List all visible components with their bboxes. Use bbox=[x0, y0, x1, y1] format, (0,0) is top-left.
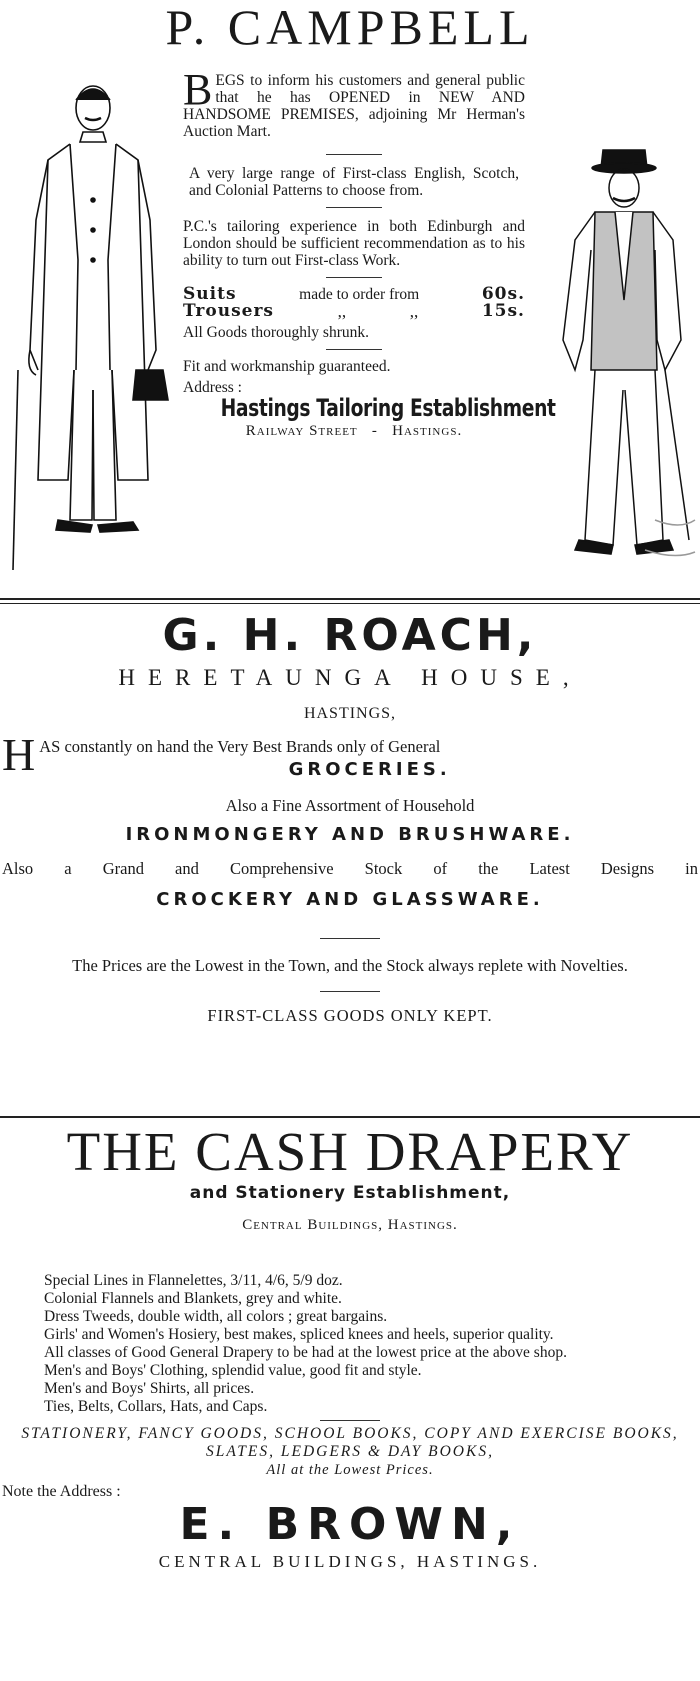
roach-house: HERETAUNGA HOUSE, bbox=[118, 665, 582, 690]
trousers-ditto: ,, bbox=[337, 302, 347, 321]
drapery-note: Note the Address : bbox=[2, 1483, 121, 1500]
drapery-subtitle: and Stationery Establishment, bbox=[189, 1183, 511, 1203]
campbell-intro-text: EGS to inform his customers and general public that he has OPENED in NEW AND HANDSOME PREMISES, adjoining Mr Herman's Auction Mart. bbox=[183, 72, 525, 140]
roach-para-3: Also a Grand and Comprehensive Stock of the Latest Designs in bbox=[2, 859, 698, 878]
roach-para-1-text: AS constantly on hand the Very Best Brands only of General bbox=[39, 737, 441, 756]
list-item: Ties, Belts, Collars, Hats, and Caps. bbox=[44, 1398, 268, 1415]
divider bbox=[320, 938, 380, 939]
list-item: Men's and Boys' Shirts, all prices. bbox=[44, 1380, 255, 1397]
divider bbox=[326, 207, 382, 208]
campbell-shrunk: All Goods thoroughly shrunk. bbox=[183, 324, 369, 341]
drapery-stationery: STATIONERY, FANCY GOODS, SCHOOL BOOKS, COPY AND EXERCISE BOOKS, SLATES, LEDGERS & DAY BOOKS, bbox=[21, 1425, 679, 1460]
drapery-title: THE CASH DRAPERY bbox=[66, 1121, 634, 1182]
list-item: Men's and Boys' Clothing, splendid value, good fit and style. bbox=[44, 1362, 422, 1379]
campbell-street: Railway Street bbox=[245, 423, 358, 439]
divider bbox=[320, 1420, 380, 1421]
drapery-lowest: All at the Lowest Prices. bbox=[266, 1462, 434, 1478]
checked-jacket-gentleman-illustration bbox=[555, 140, 700, 570]
list-item: All classes of Good General Drapery to be had at the lowest price at the above shop. bbox=[44, 1344, 567, 1361]
campbell-dropcap: B bbox=[183, 65, 213, 114]
list-item: Dress Tweeds, double width, all colors ; great bargains. bbox=[44, 1308, 388, 1325]
divider bbox=[326, 349, 382, 350]
roach-ironmongery: IRONMONGERY AND BRUSHWARE. bbox=[125, 824, 575, 845]
campbell-ad-body bbox=[183, 65, 556, 440]
roach-groceries: GROCERIES. bbox=[288, 759, 451, 780]
roach-prices: The Prices are the Lowest in the Town, and the Stock always replete with Novelties. bbox=[72, 956, 628, 975]
frock-coat-gentleman-illustration bbox=[8, 70, 178, 570]
list-item: Colonial Flannels and Blankets, grey and white. bbox=[44, 1290, 342, 1307]
roach-para-2: Also a Fine Assortment of Household bbox=[225, 796, 475, 815]
drapery-goods-list bbox=[0, 1272, 700, 1416]
trousers-price: 15s. bbox=[481, 301, 525, 321]
drapery-location: Central Buildings, Hastings. bbox=[242, 1217, 458, 1233]
roach-crockery: CROCKERY AND GLASSWARE. bbox=[156, 889, 544, 910]
trousers-price-line bbox=[183, 303, 525, 320]
campbell-dash: - bbox=[371, 423, 378, 439]
campbell-location bbox=[183, 423, 525, 440]
drapery-ad bbox=[0, 1120, 700, 1572]
roach-first-class: FIRST-CLASS GOODS ONLY KEPT. bbox=[207, 1006, 493, 1025]
campbell-address-label: Address : bbox=[183, 379, 242, 396]
section-divider bbox=[0, 1116, 700, 1118]
suits-label: Suits bbox=[183, 284, 237, 304]
campbell-title: P. CAMPBELL bbox=[165, 0, 535, 55]
campbell-intro bbox=[183, 65, 525, 140]
campbell-experience: P.C.'s tailoring experience in both Edinburgh and London should be sufficient recommendation as to his ability to turn out First-class Work. bbox=[183, 218, 525, 269]
roach-town: HASTINGS, bbox=[303, 705, 397, 722]
divider bbox=[320, 991, 380, 992]
divider bbox=[326, 154, 382, 155]
suits-price: 60s. bbox=[481, 284, 525, 304]
campbell-establishment: Hastings Tailoring Establishment bbox=[220, 394, 556, 422]
campbell-guarantee: Fit and workmanship guaranteed. bbox=[183, 358, 391, 375]
campbell-range: A very large range of First-class English, Scotch, and Colonial Patterns to choose from. bbox=[189, 165, 519, 199]
campbell-town: Hastings. bbox=[392, 423, 463, 439]
list-item: Special Lines in Flannelettes, 3/11, 4/6, 5/9 doz. bbox=[44, 1272, 343, 1289]
roach-dropcap: H bbox=[2, 729, 36, 780]
section-divider-thin bbox=[0, 603, 700, 604]
drapery-address: CENTRAL BUILDINGS, HASTINGS. bbox=[158, 1552, 542, 1571]
roach-title: G. H. ROACH, bbox=[162, 610, 538, 661]
trousers-label: Trousers bbox=[183, 301, 274, 321]
section-divider bbox=[0, 598, 700, 600]
list-item: Girls' and Women's Hosiery, best makes, spliced knees and heels, superior quality. bbox=[44, 1326, 554, 1343]
roach-ad bbox=[0, 610, 700, 1026]
drapery-proprietor: E. BROWN, bbox=[179, 1499, 521, 1550]
trousers-ditto-2: ,, bbox=[409, 302, 419, 321]
divider bbox=[326, 277, 382, 278]
suits-text: made to order from bbox=[299, 286, 420, 303]
